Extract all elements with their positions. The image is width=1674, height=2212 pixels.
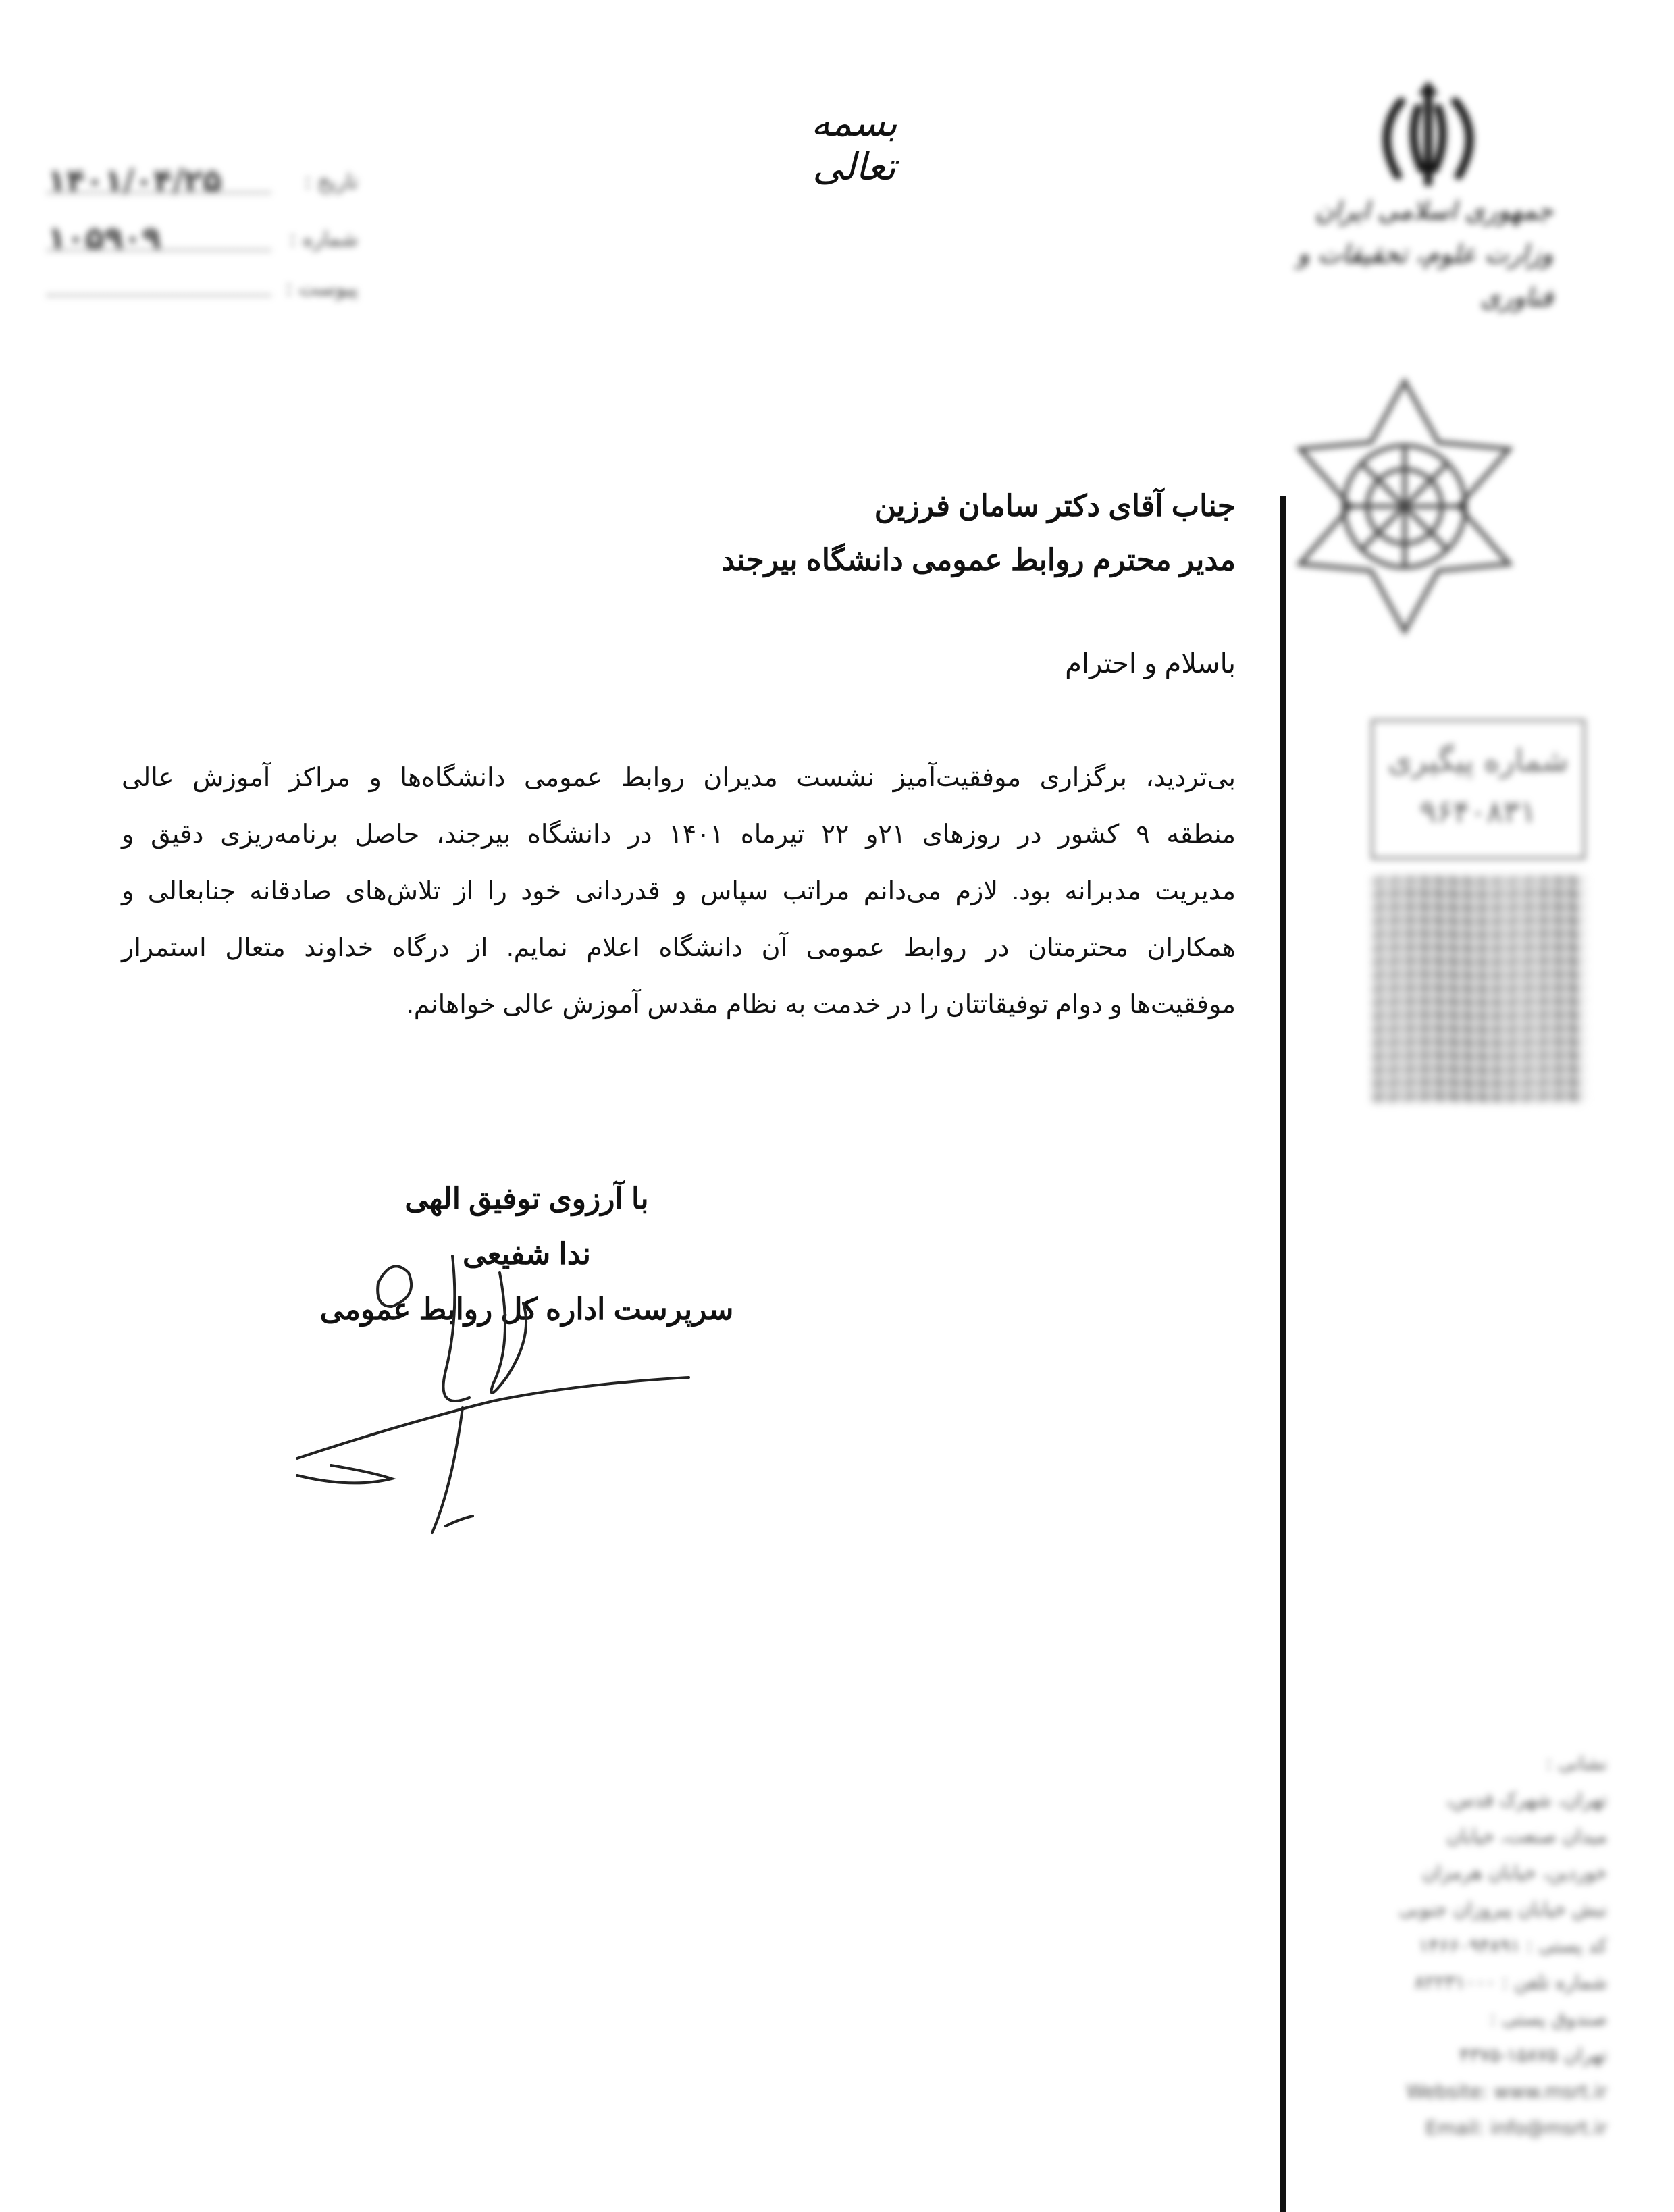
tracking-number: ۹۶۴۰۸۳۱ [1419,793,1537,830]
org-line-2: وزارت علوم، تحقیقات و فناوری [1297,239,1553,312]
signer-title: سرپرست اداره کل روابط عمومی [319,1293,734,1326]
address-line: خوردین، خیابان هرمزان [1422,1862,1607,1884]
sidebar-divider [1280,496,1286,2212]
signer-name: ندا شفیعی [462,1238,592,1271]
paragraph-line: مدیریت مدبرانه بود. لازم می‌دانم مراتب سپاس و قدردانی خود را از تلاش‌های صادقانه جنابعالی و [122,877,1236,905]
date-row [41,162,358,203]
letter-paragraph [122,749,1236,1033]
address-line: صندوق پستی : [1490,2007,1607,2030]
paragraph-line: موفقیت‌ها و دوام توفیقاتتان را در خدمت به نظام مقدس آموزش عالی خواهانم. [407,991,1236,1019]
address-line: کد پستی : ۱۴۶۶۰۹۴۸۹۱ [1418,1934,1607,1957]
address-line: تهران ۱۵۸۷۵-۴۳۷۵ [1459,2044,1607,2066]
number-label: شماره : [289,228,358,251]
address-line: نشانی : [1546,1752,1607,1774]
qr-code [1374,878,1584,1101]
address-line: شماره تلفن : ۸۲۲۳۱۰۰۰ [1414,1971,1607,1993]
date-value: ۱۴۰۱/۰۴/۲۵ [47,162,222,199]
number-dotted-line [47,249,270,251]
attachment-label: پیوست : [285,277,358,300]
address-line: میدان صنعت، خیابان [1446,1825,1607,1847]
recipient-block [405,479,1236,587]
attachment-dotted-line [47,294,270,296]
attachment-row [41,277,358,317]
address-line: تهران، شهرک قدس، [1445,1789,1607,1811]
paragraph-line: منطقه ۹ کشور در روزهای ۲۱و ۲۲ تیرماه ۱۴۰۱ در دانشگاه بیرجند، حاصل برنامه‌ریزی دقیق و [122,820,1236,849]
rosette-ornament-icon [1293,375,1516,638]
date-dotted-line [47,192,270,194]
closing-wish: با آرزوی توفیق الهی [404,1182,649,1215]
org-line-1: جمهوری اسلامی ایران [1315,196,1553,226]
tracking-number-box [1371,719,1586,860]
paragraph-line: همکاران محترمتان در روابط عمومی آن دانشگاه اعلام نمایم. از درگاه خداوند متعال استمرار [122,934,1236,962]
address-line: Email: info@msrt.ir [1425,2117,1607,2139]
greeting: باسلام و احترام [1065,649,1236,679]
iran-emblem-icon [1361,81,1496,196]
date-label: تاریخ : [304,170,358,194]
address-line: نبش خیابان پیروزان جنوبی [1398,1898,1607,1920]
tracking-label: شماره پیگیری [1388,742,1569,779]
number-row [41,219,358,260]
handwritten-signature [290,1242,709,1546]
ministry-name [1270,189,1553,319]
paragraph-line: بی‌تردید، برگزاری موفقیت‌آمیز نشست مدیران روابط عمومی دانشگاه‌ها و مراکز آموزش عالی [122,764,1236,792]
besmellah-heading: بسمه تعالی [811,101,897,189]
address-block [1324,1745,1607,2147]
recipient-title: مدیر محترم روابط عمومی دانشگاه بیرجند [721,544,1236,577]
address-line: Website: www.msrt.ir [1406,2080,1607,2103]
number-value: ۱۰۵۹۰۹ [47,219,161,256]
recipient-name: جناب آقای دکتر سامان فرزین [874,490,1236,523]
